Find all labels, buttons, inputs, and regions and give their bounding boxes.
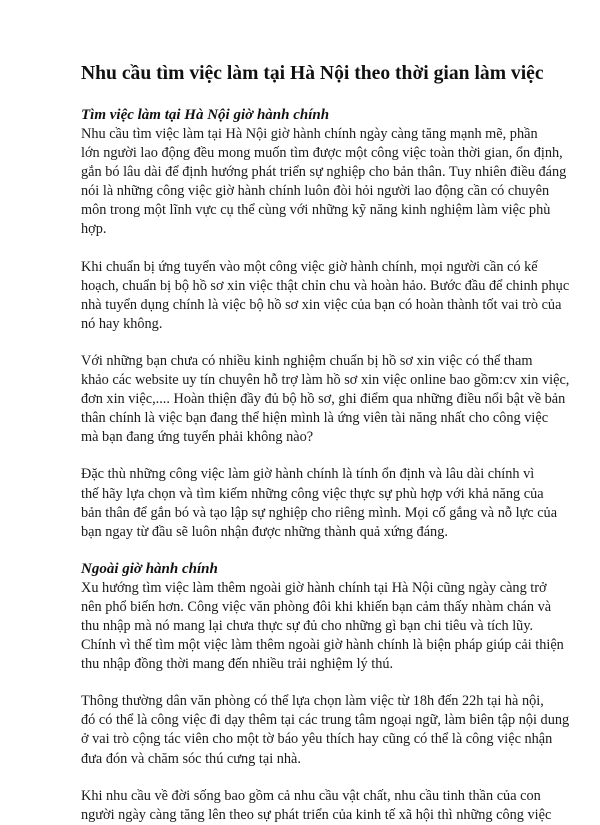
paragraph-line: đơn xin việc,.... Hoàn thiện đầy đủ bộ hồ sơ, ghi điểm qua những điều nổi bật về bản — [81, 391, 566, 408]
paragraph-line: nên phổ biến hơn. Công việc văn phòng đôi khi khiến bạn cảm thấy nhàm chán và — [81, 598, 552, 615]
paragraph — [81, 258, 570, 334]
paragraph-line: đưa đón và chăm sóc thú cưng tại nhà. — [81, 750, 301, 767]
paragraph-line: Nhu cầu tìm việc làm tại Hà Nội giờ hành chính ngày càng tăng mạnh mẽ, phần — [81, 126, 538, 142]
paragraph-line: hợp. — [81, 221, 107, 238]
document-body — [81, 106, 570, 825]
paragraph-line: hoạch, chuẩn bị bộ hồ sơ xin việc thật chỉn chu và hoàn hảo. Bước đầu để chinh phục — [81, 277, 570, 294]
paragraph-line: bản thân để gắn bó và tạo lập sự nghiệp cho riêng mình. Mọi cố gắng và nỗ lực của — [81, 504, 558, 521]
paragraph-gap — [81, 447, 528, 465]
paragraph — [81, 579, 564, 674]
paragraph-line: người ngày càng tăng lên theo sự phát triển của kinh tế xã hội thì những công việc — [81, 806, 552, 823]
paragraph-line: Xu hướng tìm việc làm thêm ngoài giờ hành chính tại Hà Nội cũng ngày càng trở — [81, 579, 547, 596]
paragraph-line: đó có thể là công việc đi dạy thêm tại các trung tâm ngoại ngữ, làm biên tập nội dung — [81, 712, 570, 729]
paragraph-line: lớn người lao động đều mong muốn tìm được một công việc toàn thời gian, ổn định, — [81, 145, 563, 162]
paragraph-line: Với những bạn chưa có nhiều kinh nghiệm chuẩn bị hồ sơ xin việc có thể tham — [81, 352, 533, 369]
paragraph — [81, 352, 570, 447]
paragraph-line: Chính vì thế tìm một việc làm thêm ngoài giờ hành chính là biện pháp giúp cải thiện — [81, 637, 564, 654]
paragraph-gap — [81, 674, 528, 692]
paragraph-line: gắn bó lâu dài để định hướng phát triển sự nghiệp cho bản thân. Tuy nhiên điều đáng — [81, 164, 567, 181]
paragraph-line: Đặc thù những công việc làm giờ hành chính là tính ổn định và lâu dài chính vì — [81, 466, 535, 483]
paragraph — [81, 125, 567, 240]
document-title: Nhu cầu tìm việc làm tại Hà Nội theo thời gian làm việc — [81, 63, 544, 84]
paragraph-line: nhà tuyển dụng chính là việc bộ hồ sơ xin việc của bạn có hoàn thành tốt vai trò của — [81, 296, 562, 313]
paragraph-line: mà bạn đang ứng tuyển phải không nào? — [81, 429, 314, 446]
paragraph-line: thu nhập đồng thời mang đến nhiều trải nghiệm lý thú. — [81, 656, 394, 673]
paragraph-line: Khi nhu cầu về đời sống bao gồm cả nhu cầu vật chất, nhu cầu tinh thần của con — [81, 787, 541, 804]
paragraph — [81, 692, 570, 768]
paragraph-line: thu nhập mà nó mang lại chưa thực sự đủ cho những gì bạn chi tiêu và tích lũy. — [81, 617, 534, 634]
paragraph-line: Khi chuẩn bị ứng tuyển vào một công việc giờ hành chính, mọi người cần có kế — [81, 258, 538, 275]
paragraph — [81, 787, 552, 825]
paragraph-line: ở vai trò cộng tác viên cho một tờ báo yêu thích hay cũng có thể là công việc nhận — [81, 731, 553, 748]
paragraph-line: bạn ngay từ đầu sẽ luôn nhận được những thành quả xứng đáng. — [81, 523, 448, 540]
paragraph-line: Thông thường dân văn phòng có thể lựa chọn làm việc từ 18h đến 22h tại hà nội, — [81, 693, 544, 710]
paragraph-line: thân chính là việc bạn đang thể hiện mình là ứng viên tài năng nhất cho công việc — [81, 410, 549, 427]
paragraph-gap — [81, 334, 528, 352]
section-heading: Ngoài giờ hành chính — [81, 560, 218, 577]
section-gap — [81, 542, 528, 560]
paragraph-gap — [81, 769, 528, 787]
paragraph-line: nói là những công việc giờ hành chính luôn đòi hỏi người lao động cần có chuyên — [81, 183, 550, 200]
paragraph-line: thế hãy lựa chọn và tìm kiếm những công việc thực sự phù hợp với khả năng của — [81, 485, 544, 502]
paragraph-line: nó hay không. — [81, 315, 163, 332]
paragraph-gap — [81, 240, 528, 258]
paragraph-line: khảo các website uy tín chuyên hỗ trợ làm hồ sơ xin việc online bao gồm:cv xin việc, — [81, 372, 570, 389]
section-heading: Tìm việc làm tại Hà Nội giờ hành chính — [81, 107, 330, 123]
paragraph-line: môn trong một lĩnh vực cụ thể cùng với những kỹ năng kinh nghiệm làm việc phù — [81, 202, 551, 219]
paragraph — [81, 465, 558, 541]
